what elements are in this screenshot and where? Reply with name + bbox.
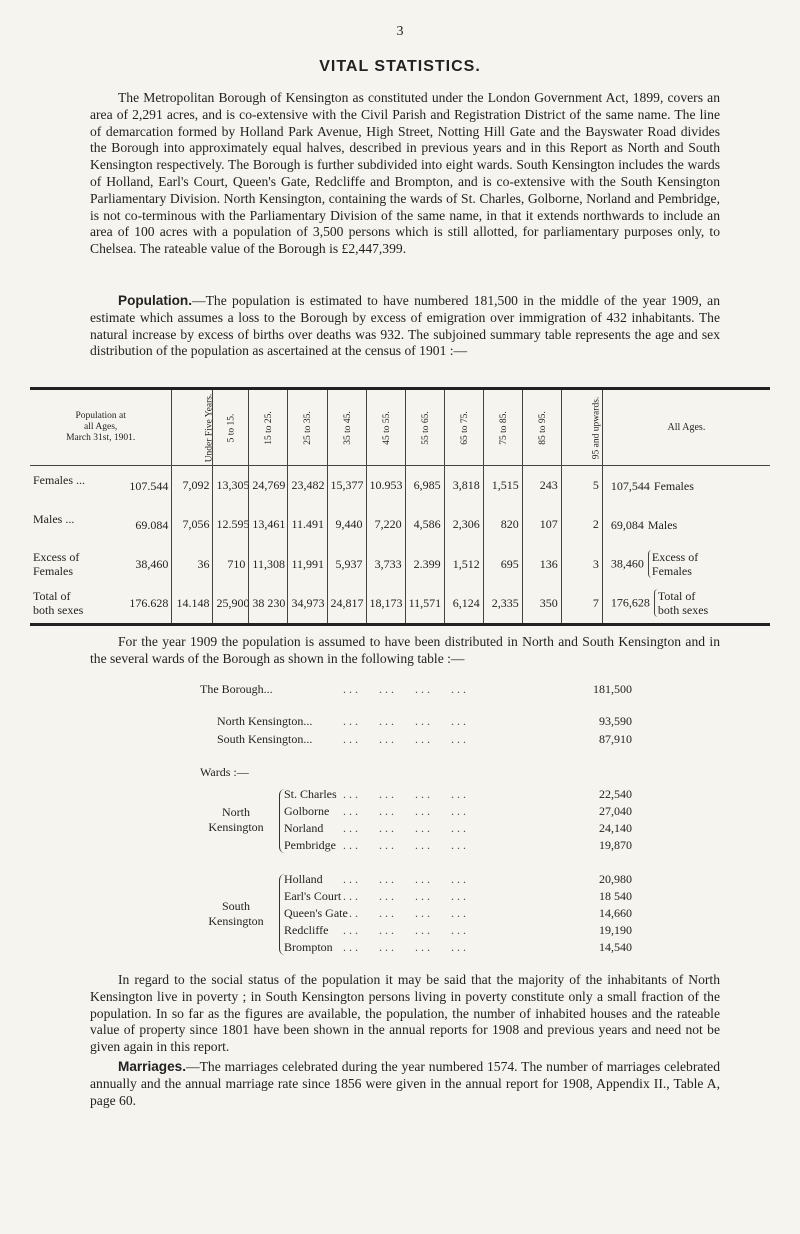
census-row-header [30,584,172,623]
ward-row-value: 27,040 [599,804,632,818]
leader-dots: . . . . . . . . . . . . [340,804,466,818]
census-cell: 25,900 [213,584,249,623]
census-cell: 350 [522,584,561,623]
ward-row-value: 24,140 [599,821,632,835]
census-cell: 11,991 [288,545,327,584]
leader-dots: . . . . . . . . . . . . [340,682,466,696]
census-cell: 4,586 [405,505,444,544]
census-age-header: 85 to 95. [522,390,561,466]
leader-dots: . . . . . . . . . . . . [340,906,466,920]
census-cell: 24,817 [327,584,366,623]
census-row-label: Females [33,564,73,579]
census-age-header: 35 to 45. [327,390,366,466]
census-row-label: both sexes [33,603,84,618]
ward-row [284,906,632,922]
census-age-header: 25 to 35. [288,390,327,466]
ward-row-value: 22,540 [599,787,632,801]
census-cell: 36 [172,545,213,584]
census-cell: 7,056 [172,505,213,544]
borough-total-value: 181,500 [593,682,632,696]
page-number: 3 [396,24,404,39]
census-cell: 12.595 [213,505,249,544]
census-cell: 24,769 [249,466,288,506]
census-all-ages-header: All Ages. [602,390,770,466]
ward-row [284,889,632,905]
census-row-header [30,545,172,584]
social-status-paragraph: In regard to the social status of the population it may be said that the majority of the inhabitants of North Kensington live in poverty ; in South Kensington persons living in poverty constitute only a small fraction of the population. In so far as the figures are available, the population, the number of inhabited houses and the rateable value of property since 1801 have been shown in the annual reports for 1908 and previous years and need not be given again in this report. [90,972,720,1055]
north-kensington-total [217,714,632,730]
ward-row [284,821,632,837]
ward-row [284,804,632,820]
ward-row-value: 20,980 [599,872,632,886]
leader-dots: . . . . . . . . . . . . [340,787,466,801]
census-row [30,466,770,506]
census-cell: 7,220 [366,505,405,544]
leader-dots: . . . . . . . . . . . . [340,838,466,852]
census-header-line: all Ages, [84,422,118,432]
census-row-header [30,466,172,506]
ward-row-value: 19,190 [599,923,632,937]
census-cell: 3 [561,545,602,584]
census-cell: 13,305 [213,466,249,506]
population-heading: Population. [118,293,193,308]
census-cell: 695 [483,545,522,584]
north-kensington-total-value: 93,590 [599,714,632,728]
wards-label: Wards :— [200,765,249,779]
census-cell: 7 [561,584,602,623]
census-cell: 6,124 [444,584,483,623]
ward-row [284,787,632,803]
ward-row-label: St. Charles [284,787,337,801]
intro-paragraph: The Metropolitan Borough of Kensington as constituted under the London Government Act, 1899, covers an area of 2,291 acres, and is co-extensive with the Civil Parish and Registration District of the same name. The line of demarcation formed by Holland Park Avenue, High Street, Notting Hill Gate and the Bayswater Road divides the Borough into approximately equal halves, described in previous years and in this Report as North and South Kensington respectively. The Borough is further subdivided into eight wards. South Kensington includes the wards of Holland, Earl's Court, Queen's Gate, Redcliffe and Brompton, and is co-extensive with the South Kensington Parliamentary Division. North Kensington, containing the wards of St. Charles, Golborne, Norland and Pembridge, is not co-terminous with the Parliamentary Division of the same name, in that it extends northwards to include an area of 100 acres with a population of 3,500 persons which is still allotted, for parliamentary purposes only, to Chelsea. The rateable value of the Borough is £2,447,399. [90,90,720,257]
borough-total [200,682,632,698]
census-row-label: Males ... [33,512,75,527]
census-row-total: 69.084 [135,517,169,532]
census-age-header: 65 to 75. [444,390,483,466]
census-cell: 820 [483,505,522,544]
ward-row-label: Earl's Court [284,889,342,903]
census-all-ages-cell [602,466,770,506]
census-row-label: Excess of [33,550,80,565]
census-row-header [30,505,172,544]
marriages-text: —The marriages celebrated during the year numbered 1574. The number of marriages celebrated annually and the annual marriage rate since 1856 were given in the annual report for 1908, Appendix II., Table A, page 60. [90,1059,720,1108]
census-header-line: March 31st, 1901. [66,433,136,443]
census-all-ages-total: 38,460 [610,556,644,571]
census-all-ages-cell [602,505,770,544]
census-all-ages-total: 176,628 [610,595,650,610]
north-kensington-total-label: North Kensington... [217,714,313,728]
marriages-paragraph [90,1059,720,1109]
south-kensington-total [217,732,632,748]
census-cell: 11.491 [288,505,327,544]
leader-dots: . . . . . . . . . . . . [340,889,466,903]
census-cell: 1,512 [444,545,483,584]
census-row-label: Females ... [33,472,85,487]
population-text: —The population is estimated to have numbered 181,500 in the middle of the year 1909, an estimate which assumes a loss to the Borough by excess of emigration over immigration of 432 inhabitants. The natural increase by excess of births over deaths was 932. The subjoined summary table represents the age and sex distribution of the population as ascertained at the census of 1901 :— [90,293,720,359]
south-kensington-total-label: South Kensington... [217,732,313,746]
census-row-total: 107.544 [129,478,169,493]
ward-row [284,940,632,956]
census-cell: 38 230 [249,584,288,623]
leader-dots: . . . . . . . . . . . . [340,940,466,954]
ward-row-value: 14,540 [599,940,632,954]
page-title: VITAL STATISTICS. [319,58,481,75]
census-all-ages-label: both sexes [657,603,709,618]
census-cell: 6,985 [405,466,444,506]
borough-total-label: The Borough... [200,682,273,696]
census-cell: 107 [522,505,561,544]
census-age-header: 15 to 25. [249,390,288,466]
ward-row-label: Pembridge [284,838,336,852]
leader-dots: . . . . . . . . . . . . [340,821,466,835]
census-row [30,505,770,544]
census-all-ages-label: Females [651,564,692,579]
census-cell: 710 [213,545,249,584]
census-all-ages-cell [602,545,770,584]
census-cell: 11,308 [249,545,288,584]
ward-row-label: Norland [284,821,324,835]
census-cell: 2.399 [405,545,444,584]
census-all-ages-total: 69,084 [610,517,644,532]
leader-dots: . . . . . . . . . . . . [340,714,466,728]
population-paragraph [90,293,720,360]
census-cell: 10.953 [366,466,405,506]
census-all-ages-label: Total of [657,589,696,604]
census-cell: 2,335 [483,584,522,623]
census-all-ages-cell [602,584,770,623]
census-cell: 9,440 [327,505,366,544]
ward-row-value: 19,870 [599,838,632,852]
census-cell: 14.148 [172,584,213,623]
census-cell: 5 [561,466,602,506]
census-cell: 2 [561,505,602,544]
census-cell: 11,571 [405,584,444,623]
census-cell: 23,482 [288,466,327,506]
census-cell: 136 [522,545,561,584]
census-all-ages-total: 107,544 [610,478,650,493]
census-row-label: Total of [33,589,71,604]
leader-dots: . . . . . . . . . . . . [340,732,466,746]
census-all-ages-label: Females [653,479,694,494]
census-row-total: 176.628 [129,596,169,611]
census-cell: 1,515 [483,466,522,506]
census-row-total: 38,460 [135,557,169,572]
north-kensington-group-label: North Kensington [208,805,264,834]
ward-row [284,872,632,888]
census-age-header: 95 and upwards. [561,390,602,466]
ward-row-label: Queen's Gate [284,906,348,920]
census-header-line: Population at [75,411,126,421]
census-cell: 18,173 [366,584,405,623]
ward-row [284,838,632,854]
census-cell: 13,461 [249,505,288,544]
ward-row [284,923,632,939]
ward-row-label: Holland [284,872,323,886]
south-kensington-group-label: South Kensington [208,898,264,928]
census-row [30,545,770,584]
census-table [30,387,770,626]
ward-row-label: Brompton [284,940,333,954]
census-cell: 5,937 [327,545,366,584]
census-cell: 34,973 [288,584,327,623]
census-cell: 7,092 [172,466,213,506]
ward-row-label: Golborne [284,804,330,818]
leader-dots: . . . . . . . . . . . . [340,872,466,886]
census-cell: 3,733 [366,545,405,584]
census-all-ages-label: Excess of [651,550,699,565]
ward-row-value: 18 540 [599,889,632,903]
marriages-heading: Marriages. [118,1059,187,1074]
south-kensington-total-value: 87,910 [599,732,632,746]
census-age-header: Under Five Years. [172,390,213,466]
census-cell: 2,306 [444,505,483,544]
census-cell: 243 [522,466,561,506]
census-cell: 3,818 [444,466,483,506]
leader-dots: . . . . . . . . . . . . [340,923,466,937]
census-age-header: 45 to 55. [366,390,405,466]
census-all-ages-label: Males [647,518,678,533]
census-cell: 15,377 [327,466,366,506]
census-row [30,584,770,623]
census-age-header: 75 to 85. [483,390,522,466]
census-age-header: 5 to 15. [213,390,249,466]
ward-row-value: 14,660 [599,906,632,920]
census-header-population [30,390,172,466]
ward-row-label: Redcliffe [284,923,329,937]
distribution-intro: For the year 1909 the population is assumed to have been distributed in North and South Kensington and in the several wards of the Borough as shown in the following table :— [90,634,720,666]
census-age-header: 55 to 65. [405,390,444,466]
